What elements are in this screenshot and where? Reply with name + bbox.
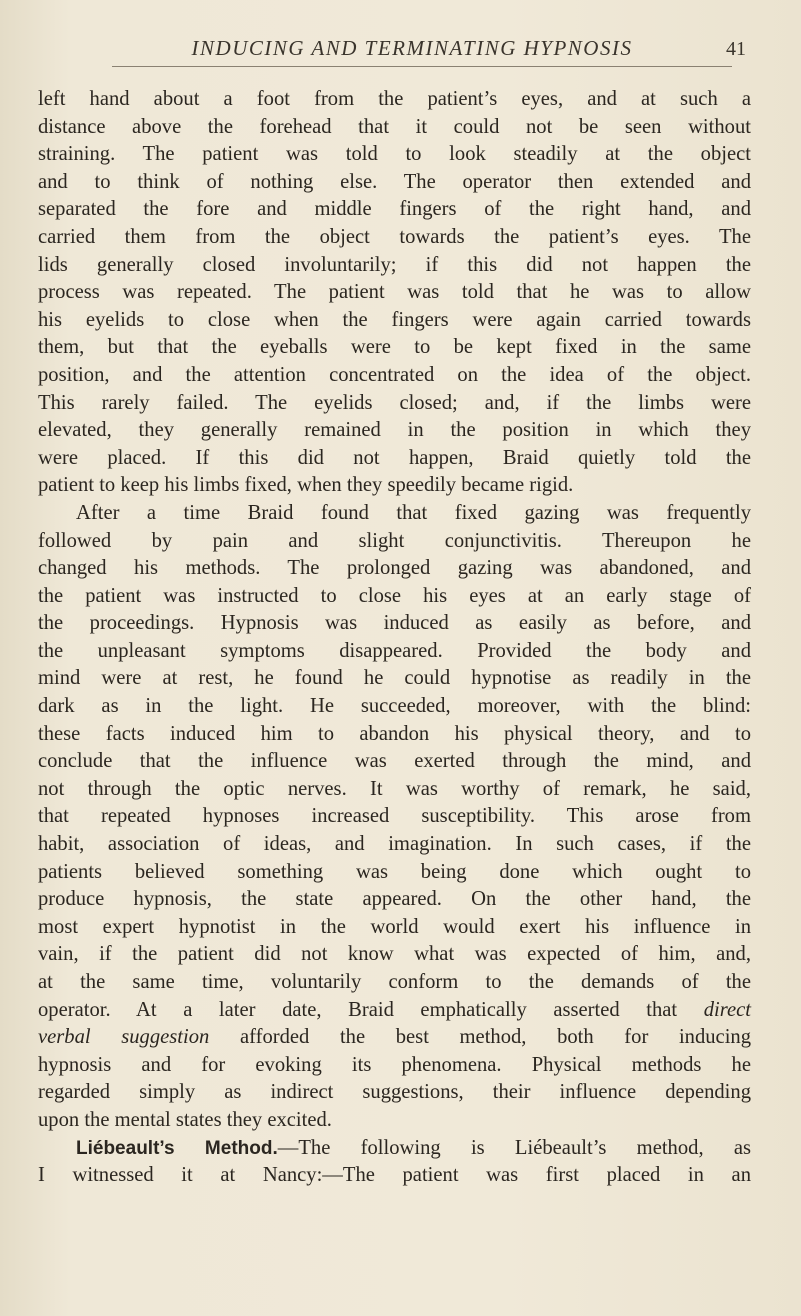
text-fragment: operator. At a later date, Braid emphatically asserted that <box>38 998 704 1021</box>
text-line <box>38 1135 751 1163</box>
text-line: his eyelids to close when the fingers were again carried towards <box>38 308 751 331</box>
text-line: position, and the attention concentrated on the idea of the object. <box>38 363 751 386</box>
text-line: lids generally closed involuntarily; if this did not happen the <box>38 253 751 276</box>
text-line: process was repeated. The patient was told that he was to allow <box>38 281 751 304</box>
text-line: mind were at rest, he found he could hypnotise as readily in the <box>38 667 751 690</box>
text-line: dark as in the light. He succeeded, moreover, with the blind: <box>38 695 751 718</box>
text-line: followed by pain and slight conjunctivitis. Thereupon he <box>38 529 751 552</box>
text-line: carried them from the object towards the patient’s eyes. The <box>38 225 751 248</box>
text-line: that repeated hypnoses increased susceptibility. This arose from <box>38 805 751 828</box>
text-line: distance above the forehead that it could not be seen without <box>38 115 751 138</box>
text-line: This rarely failed. The eyelids closed; and, if the limbs were <box>38 391 751 414</box>
text-line: changed his methods. The prolonged gazing was abandoned, and <box>38 557 751 580</box>
text-line <box>38 1024 751 1052</box>
text-line: patient to keep his limbs fixed, when they speedily became rigid. <box>38 474 574 497</box>
text-line: separated the fore and middle fingers of the right hand, and <box>38 198 751 221</box>
page-number: 41 <box>726 38 746 60</box>
text-fragment: —The following is Liébeault’s method, as <box>277 1136 751 1159</box>
text-line: them, but that the eyeballs were to be kept fixed in the same <box>38 336 751 359</box>
section-heading: Liébeault’s Method. <box>76 1137 278 1159</box>
text-line: regarded simply as indirect suggestions, their influence depending <box>38 1081 751 1104</box>
text-line: produce hypnosis, the state appeared. On the other hand, the <box>38 888 751 911</box>
emphasis: verbal suggestion <box>38 1026 210 1049</box>
text-line: at the same time, voluntarily conform to the demands of the <box>38 971 751 993</box>
text-line: After a time Braid found that fixed gazing was frequently <box>76 501 751 524</box>
text-line: I witnessed it at Nancy:—The patient was first placed in an <box>38 1164 751 1187</box>
text-line: most expert hypnotist in the world would exert his influence in <box>38 915 751 938</box>
text-line: the proceedings. Hypnosis was induced as easily as before, and <box>38 612 751 635</box>
text-line: upon the mental states they excited. <box>38 1108 332 1131</box>
text-line: the unpleasant symptoms disappeared. Provided the body and <box>38 639 751 662</box>
text-line: and to think of nothing else. The operator then extended and <box>38 170 751 193</box>
text-line: hypnosis and for evoking its phenomena. Physical methods he <box>38 1053 751 1076</box>
running-title: INDUCING AND TERMINATING HYPNOSIS <box>191 36 633 60</box>
text-line: habit, association of ideas, and imagination. In such cases, if the <box>38 833 751 856</box>
text-line: the patient was instructed to close his eyes at an early stage of <box>38 584 751 607</box>
header-rule <box>112 66 732 67</box>
text-line: these facts induced him to abandon his physical theory, and to <box>38 722 751 745</box>
body-text <box>38 86 751 1190</box>
text-fragment: afforded the best method, both for inducing <box>209 1026 752 1049</box>
emphasis: direct <box>703 998 751 1021</box>
text-line: elevated, they generally remained in the position in which they <box>38 419 751 442</box>
text-line: were placed. If this did not happen, Braid quietly told the <box>38 446 751 469</box>
text-line: straining. The patient was told to look steadily at the object <box>38 143 751 166</box>
text-line <box>38 997 751 1025</box>
text-line: left hand about a foot from the patient’s eyes, and at such a <box>38 88 751 110</box>
text-line: patients believed something was being done which ought to <box>38 860 751 883</box>
text-line: not through the optic nerves. It was worthy of remark, he said, <box>38 777 751 800</box>
text-line: vain, if the patient did not know what was expected of him, and, <box>38 943 751 966</box>
text-line: conclude that the influence was exerted through the mind, and <box>38 750 751 773</box>
